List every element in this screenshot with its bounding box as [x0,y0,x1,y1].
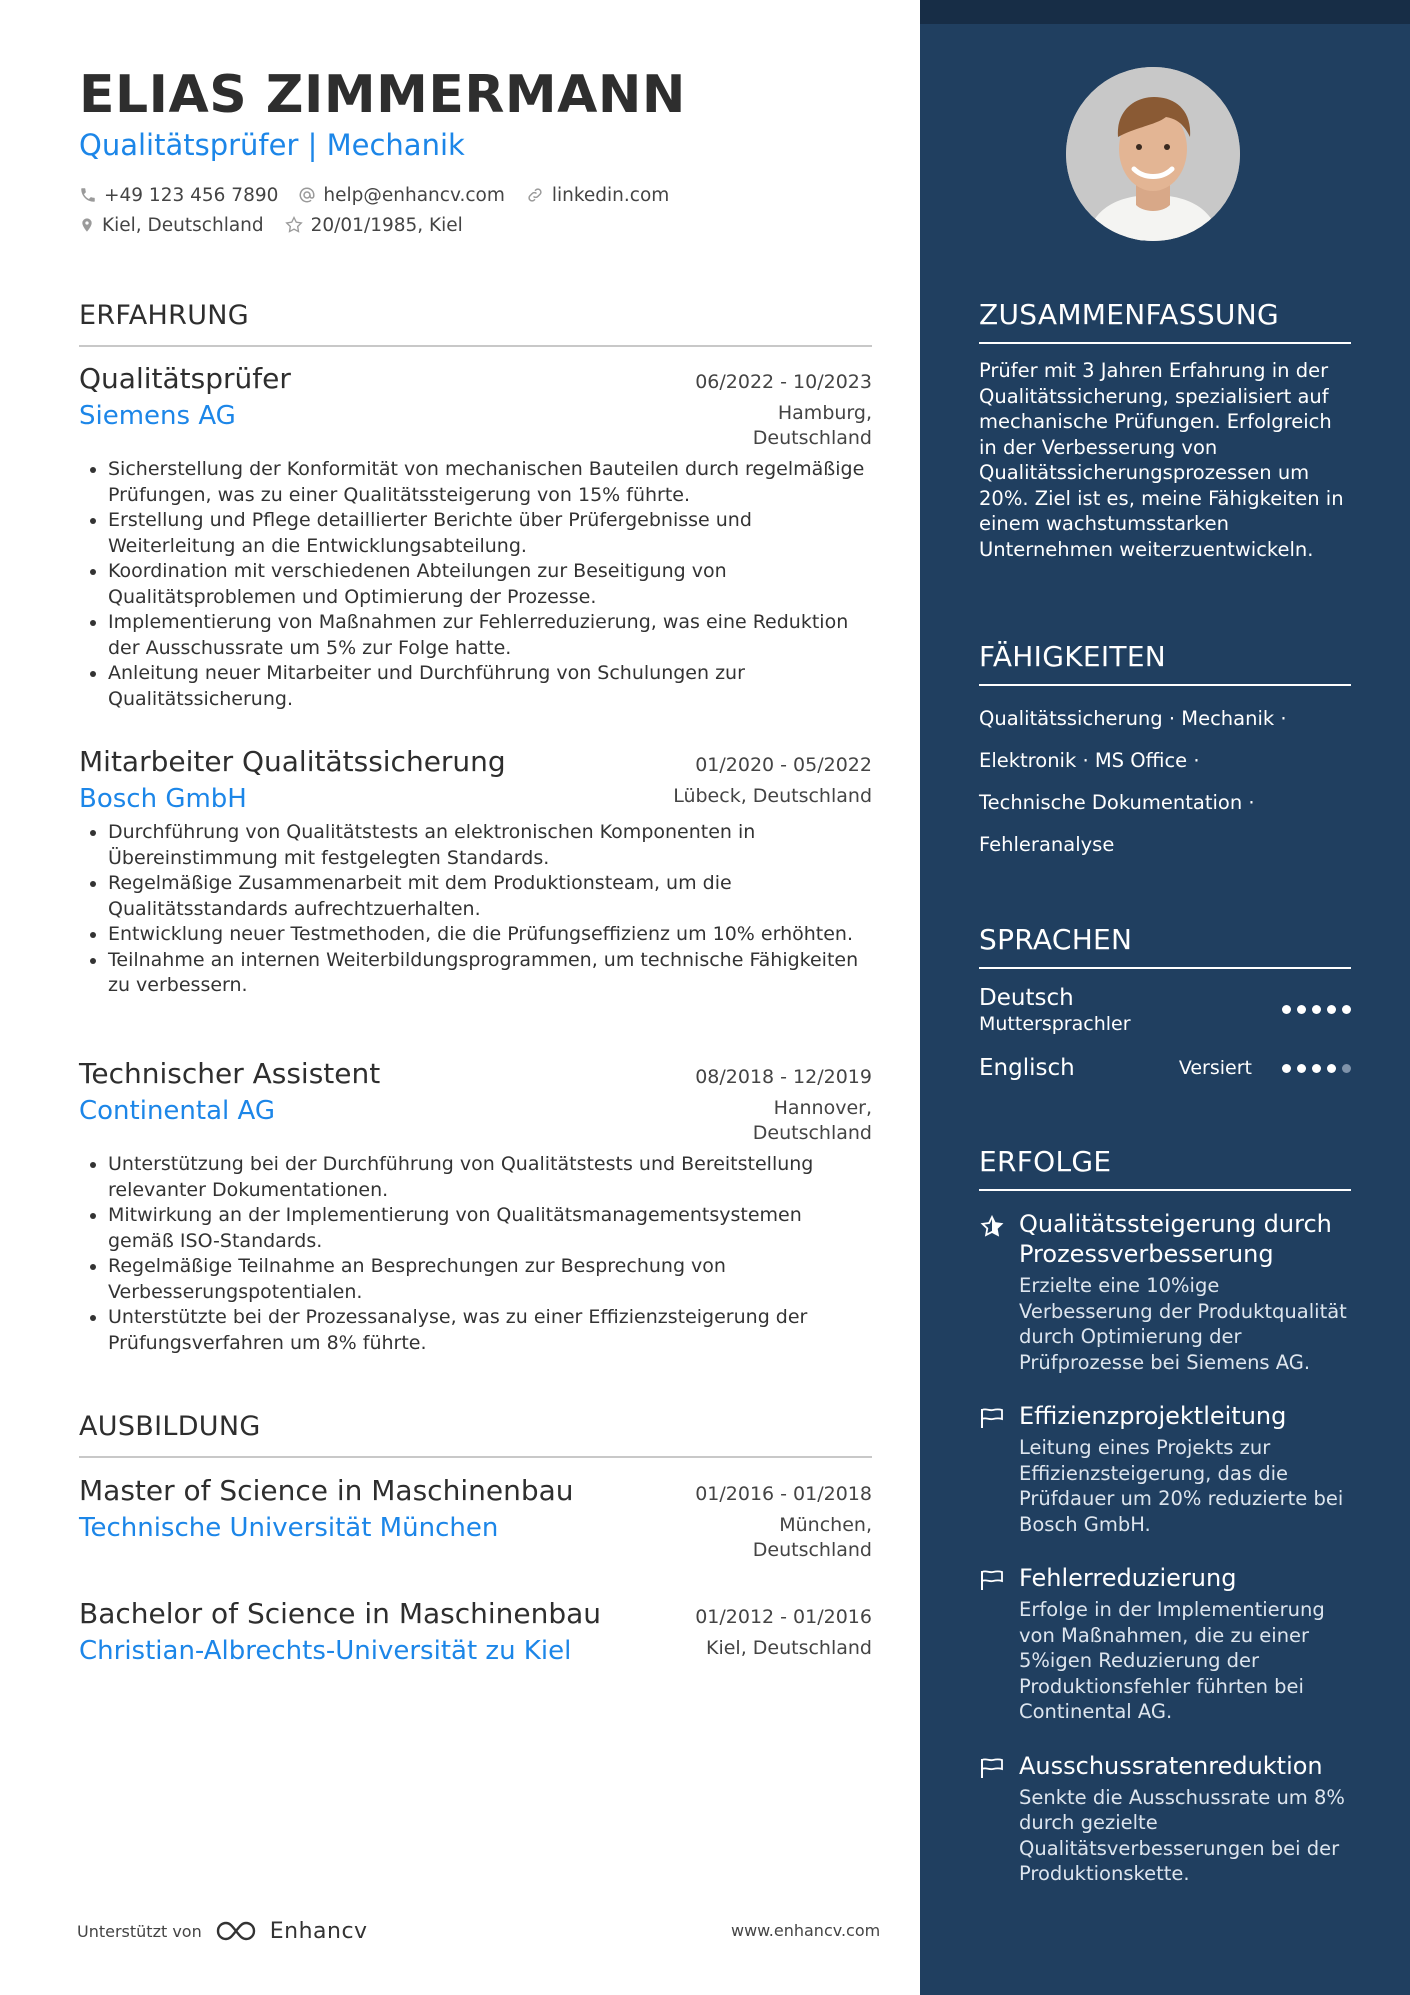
skills-divider [979,684,1351,686]
linkedin-contact[interactable] [525,185,669,206]
flag-icon [979,1407,1005,1429]
degree-title: Master of Science in Maschinenbau [79,1474,574,1507]
job-date: 06/2022 - 10/2023 [695,371,872,393]
profile-photo [1066,67,1240,241]
experience-divider [79,345,872,347]
achievements-heading: ERFOLGE [979,1145,1112,1178]
avatar [1066,67,1240,241]
list-item: • Sicherstellung der Konformität von mechanischen Bauteilen durch regelmäßige Prüfungen, was zu einer Qualitätssteigerung von 15% führte. [108,457,872,508]
languages-heading: SPRACHEN [979,923,1133,956]
rating-dot-empty [1342,1064,1351,1073]
achievement-item [979,1751,1351,1887]
language-rating [1276,1064,1351,1073]
company-name[interactable]: Bosch GmbH [79,784,247,814]
achievement-item [979,1563,1351,1725]
education-date: 01/2012 - 01/2016 [695,1606,872,1628]
education-entry [79,1597,872,1666]
skill-line: Fehleranalyse [979,833,1115,856]
achievements-section [979,1145,1351,1887]
job-date: 01/2020 - 05/2022 [695,754,872,776]
sidebar-top-bar [920,0,1410,24]
achievements-divider [979,1189,1351,1191]
school-location: München, Deutschland [752,1514,872,1561]
job-title: Qualitätsprüfer | Mechanik [79,128,465,162]
summary-divider [979,342,1351,344]
summary-section [979,298,1351,562]
job-position: Qualitätsprüfer [79,362,291,395]
phone-text: +49 123 456 7890 [104,184,279,206]
achievement-title: Effizienzprojektleitung [1019,1402,1287,1430]
job-location: Lübeck, Deutschland [673,785,872,807]
birth-contact [284,215,463,236]
achievement-description: Erzielte eine 10%ige Verbesserung der Produktqualität durch Optimierung der Prüfprozesse bei Siemens AG. [1019,1274,1347,1374]
contact-info [79,180,689,240]
job-entry [79,1057,872,1356]
flag-icon [979,1757,1005,1779]
linkedin-text: linkedin.com [551,184,670,206]
job-entry [79,362,872,712]
achievement-description: Leitung eines Projekts zur Effizienzsteigerung, das die Prüfdauer um 20% reduzierte bei Bosch GmbH. [1019,1436,1344,1536]
rating-dot-filled [1297,1005,1306,1014]
education-divider [79,1456,872,1458]
achievement-item [979,1209,1351,1375]
education-heading: AUSBILDUNG [79,1411,261,1442]
skills-heading: FÄHIGKEITEN [979,640,1167,673]
list-item: • Regelmäßige Zusammenarbeit mit dem Produktionsteam, um die Qualitätsstandards aufrechtzuerhalten. [108,871,872,922]
skills-list [979,698,1351,866]
skill-line: Technische Dokumentation · [979,791,1255,814]
language-item [979,1053,1351,1083]
location-text: Kiel, Deutschland [102,214,264,236]
rating-dot-filled [1327,1005,1336,1014]
phone-icon [79,186,97,204]
job-bullets [79,457,872,712]
list-item: • Mitwirkung an der Implementierung von Qualitätsmanagementsystemen gemäß ISO-Standards. [108,1203,872,1254]
company-name[interactable]: Siemens AG [79,401,236,431]
rating-dot-filled [1342,1005,1351,1014]
language-level: Muttersprachler [979,1013,1131,1035]
list-item: • Unterstützung bei der Durchführung von Qualitätstests und Bereitstellung relevanter Dokumentationen. [108,1152,872,1203]
education-entry [79,1474,872,1563]
language-item [979,983,1351,1035]
achievement-description: Erfolge in der Implementierung von Maßnahmen, die zu einer 5%igen Reduzierung der Produktionsfehler führten bei Continental AG. [1019,1598,1325,1723]
rating-dot-filled [1282,1064,1291,1073]
star-outline-icon [284,215,304,235]
footer-branding [77,1918,368,1944]
achievement-item [979,1401,1351,1537]
email-text: help@enhancv.com [323,184,505,206]
job-location: Hannover, Deutschland [752,1097,872,1144]
list-item: • Durchführung von Qualitätstests an elektronischen Komponenten in Übereinstimmung mit festgelegten Standards. [108,820,872,871]
language-rating [1276,1005,1351,1014]
list-item: • Koordination mit verschiedenen Abteilungen zur Beseitigung von Qualitätsproblemen und Optimierung der Prozesse. [108,559,872,610]
achievement-title: Ausschussratenreduktion [1019,1751,1323,1780]
rating-dot-filled [1312,1064,1321,1073]
company-name[interactable]: Continental AG [79,1096,276,1126]
education-date: 01/2016 - 01/2018 [695,1483,872,1505]
achievement-title: Qualitätssteigerung durch Prozessverbesserung [1019,1210,1332,1268]
job-entry [79,745,872,999]
location-contact [79,215,264,236]
location-pin-icon [79,215,95,235]
footer-website[interactable]: www.enhancv.com [731,1921,881,1940]
job-bullets [79,820,872,999]
language-level: Versiert [1178,1057,1252,1079]
degree-title: Bachelor of Science in Maschinenbau [79,1597,602,1630]
summary-heading: ZUSAMMENFASSUNG [979,298,1279,331]
language-name: Englisch [979,1055,1075,1081]
list-item: • Teilnahme an internen Weiterbildungsprogrammen, um technische Fähigkeiten zu verbessern. [108,948,872,999]
school-name[interactable]: Christian-Albrechts-Universität zu Kiel [79,1636,572,1666]
languages-divider [979,967,1351,969]
email-contact[interactable] [298,185,504,206]
job-location: Hamburg, Deutschland [752,402,872,449]
sidebar [920,0,1410,1995]
list-item: • Regelmäßige Teilnahme an Besprechungen zur Besprechung von Verbesserungspotentialen. [108,1254,872,1305]
rating-dot-filled [1297,1064,1306,1073]
enhancv-logo-icon [214,1918,262,1944]
rating-dot-filled [1282,1005,1291,1014]
job-position: Mitarbeiter Qualitätssicherung [79,745,506,778]
achievement-description: Senkte die Ausschussrate um 8% durch gezielte Qualitätsverbesserungen bei der Produktionskette. [1019,1785,1345,1885]
star-icon [979,1215,1005,1239]
candidate-name: ELIAS ZIMMERMANN [79,65,686,125]
rating-dot-filled [1327,1064,1336,1073]
list-item: • Entwicklung neuer Testmethoden, die die Prüfungseffizienz um 10% erhöhten. [108,922,872,948]
skills-section [979,640,1351,866]
birth-text: 20/01/1985, Kiel [310,214,463,236]
job-position: Technischer Assistent [79,1057,381,1090]
languages-section [979,923,1351,1083]
powered-by-text: Unterstützt von [77,1921,202,1941]
list-item: • Unterstützte bei der Prozessanalyse, was zu einer Effizienzsteigerung der Prüfungsverfahren um 8% führte. [108,1305,872,1356]
experience-heading: ERFAHRUNG [79,300,249,331]
summary-text: Prüfer mit 3 Jahren Erfahrung in der Qualitätssicherung, spezialisiert auf mechanische Prüfungen. Erfolgreich in der Verbesserung von Qualitätssicherungsprozessen um 20%. Ziel ist es, meine Fähigkeiten in einem wachstumsstarken Unternehmen weiterzuentwickeln. [979,359,1344,561]
link-icon [525,186,545,204]
at-icon [298,186,316,204]
achievement-title: Fehlerreduzierung [1019,1564,1237,1592]
flag-icon [979,1569,1005,1591]
phone-contact[interactable] [79,185,278,206]
job-date: 08/2018 - 12/2019 [695,1066,872,1088]
school-name[interactable]: Technische Universität München [79,1513,499,1543]
skill-line: Elektronik · MS Office · [979,749,1200,772]
brand-name[interactable]: Enhancv [269,1918,368,1944]
job-bullets [79,1152,872,1356]
list-item: • Implementierung von Maßnahmen zur Fehlerreduzierung, was eine Reduktion der Ausschussrate um 5% zur Folge hatte. [108,610,872,661]
list-item: • Erstellung und Pflege detaillierter Berichte über Prüfergebnisse und Weiterleitung an die Entwicklungsabteilung. [108,508,872,559]
school-location: Kiel, Deutschland [705,1637,872,1659]
rating-dot-filled [1312,1005,1321,1014]
language-name: Deutsch [979,985,1074,1011]
list-item: • Anleitung neuer Mitarbeiter und Durchführung von Schulungen zur Qualitätssicherung. [108,661,872,712]
skill-line: Qualitätssicherung · Mechanik · [979,707,1287,730]
